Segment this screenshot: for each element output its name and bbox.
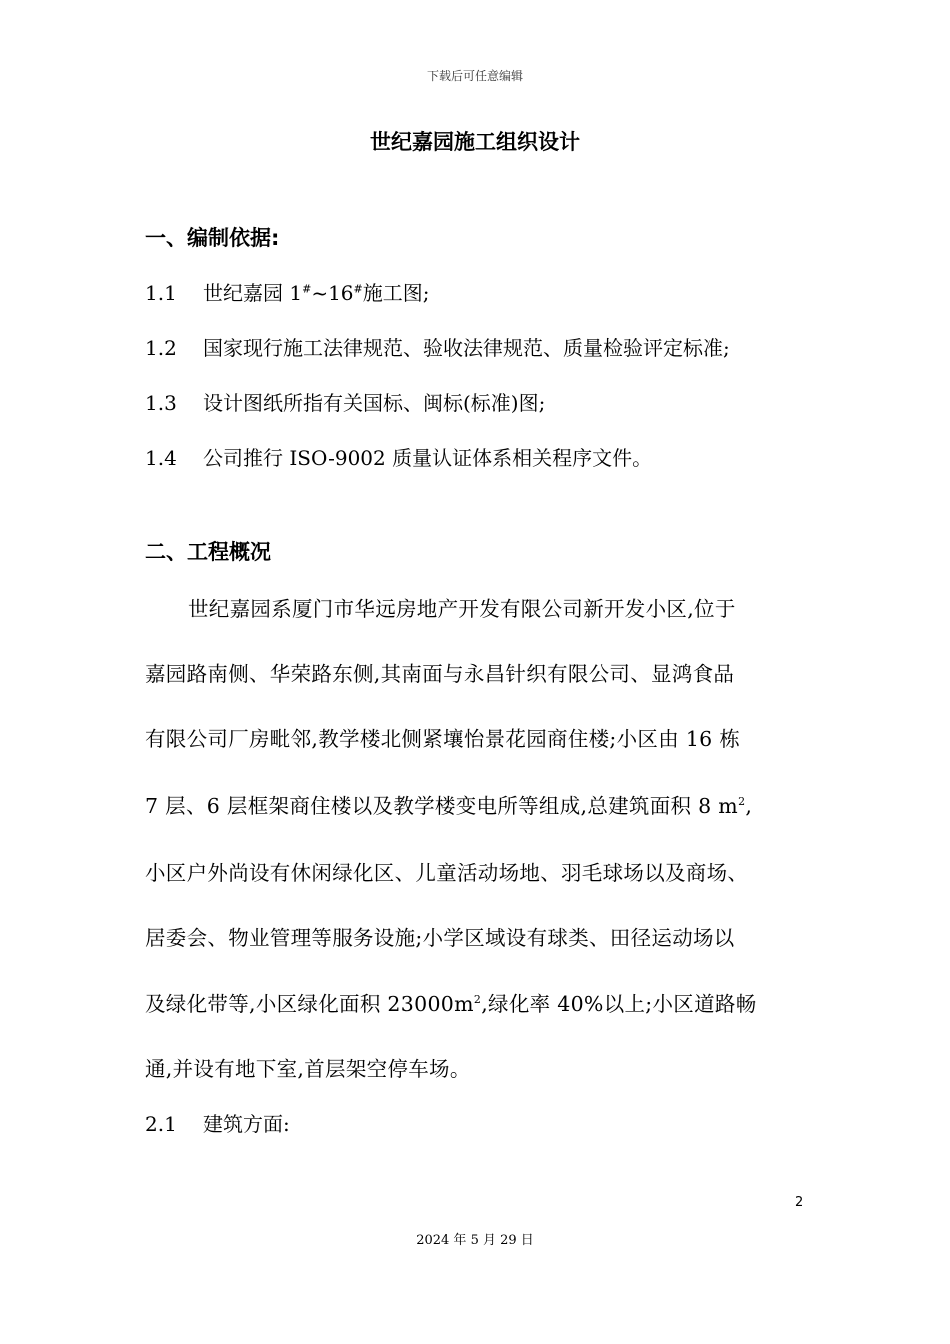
section-1-heading: 一、编制依据: xyxy=(145,226,280,250)
item-1-4 xyxy=(145,442,652,471)
page-number: 2 xyxy=(795,1195,804,1210)
paragraph-line-5: 小区户外尚设有休闲绿化区、儿童活动场地、羽毛球场以及商场、 xyxy=(145,861,749,885)
item-text: 世纪嘉园 1#~16#施工图; xyxy=(203,281,430,305)
item-1-1 xyxy=(145,277,430,306)
item-1-3 xyxy=(145,387,545,416)
paragraph-line-3: 有限公司厂房毗邻,教学楼北侧紧壤怡景花园商住楼;小区由 16 栋 xyxy=(145,727,741,751)
document-title: 世纪嘉园施工组织设计 xyxy=(370,130,580,154)
paragraph-line-6: 居委会、物业管理等服务设施;小学区域设有球类、田径运动场以 xyxy=(145,926,735,950)
item-text: 公司推行 ISO-9002 质量认证体系相关程序文件。 xyxy=(203,446,653,470)
item-text: 国家现行施工法律规范、验收法律规范、质量检验评定标准; xyxy=(203,336,730,360)
item-number: 2.1 xyxy=(145,1112,177,1136)
header-note: 下载后可任意编辑 xyxy=(426,69,523,83)
paragraph-line-7: 及绿化带等,小区绿化面积 $23000m^2$,绿化率 40%以上;小区道路畅 xyxy=(145,992,757,1016)
paragraph-line-8: 通,并设有地下室,首层架空停车场。 xyxy=(145,1057,471,1081)
item-text: 设计图纸所指有关国标、闽标(标准)图; xyxy=(203,391,546,415)
item-number: 1.2 xyxy=(145,336,177,360)
item-1-2 xyxy=(145,332,730,361)
item-text: 建筑方面: xyxy=(203,1112,290,1136)
paragraph-line-4: 7 层、6 层框架商住楼以及教学楼变电所等组成,总建筑面积 8 $m^2$, xyxy=(145,794,753,818)
item-number: 1.1 xyxy=(145,281,177,305)
footer-date: 2024 年 5 月 29 日 xyxy=(416,1233,534,1248)
item-number: 1.3 xyxy=(145,391,177,415)
item-2-1 xyxy=(145,1108,290,1137)
item-number: 1.4 xyxy=(145,446,177,470)
paragraph-line-2: 嘉园路南侧、华荣路东侧,其南面与永昌针织有限公司、显鸿食品 xyxy=(145,662,735,686)
section-2-heading: 二、工程概况 xyxy=(145,540,271,564)
paragraph-line-1: 世纪嘉园系厦门市华远房地产开发有限公司新开发小区,位于 xyxy=(188,597,736,621)
